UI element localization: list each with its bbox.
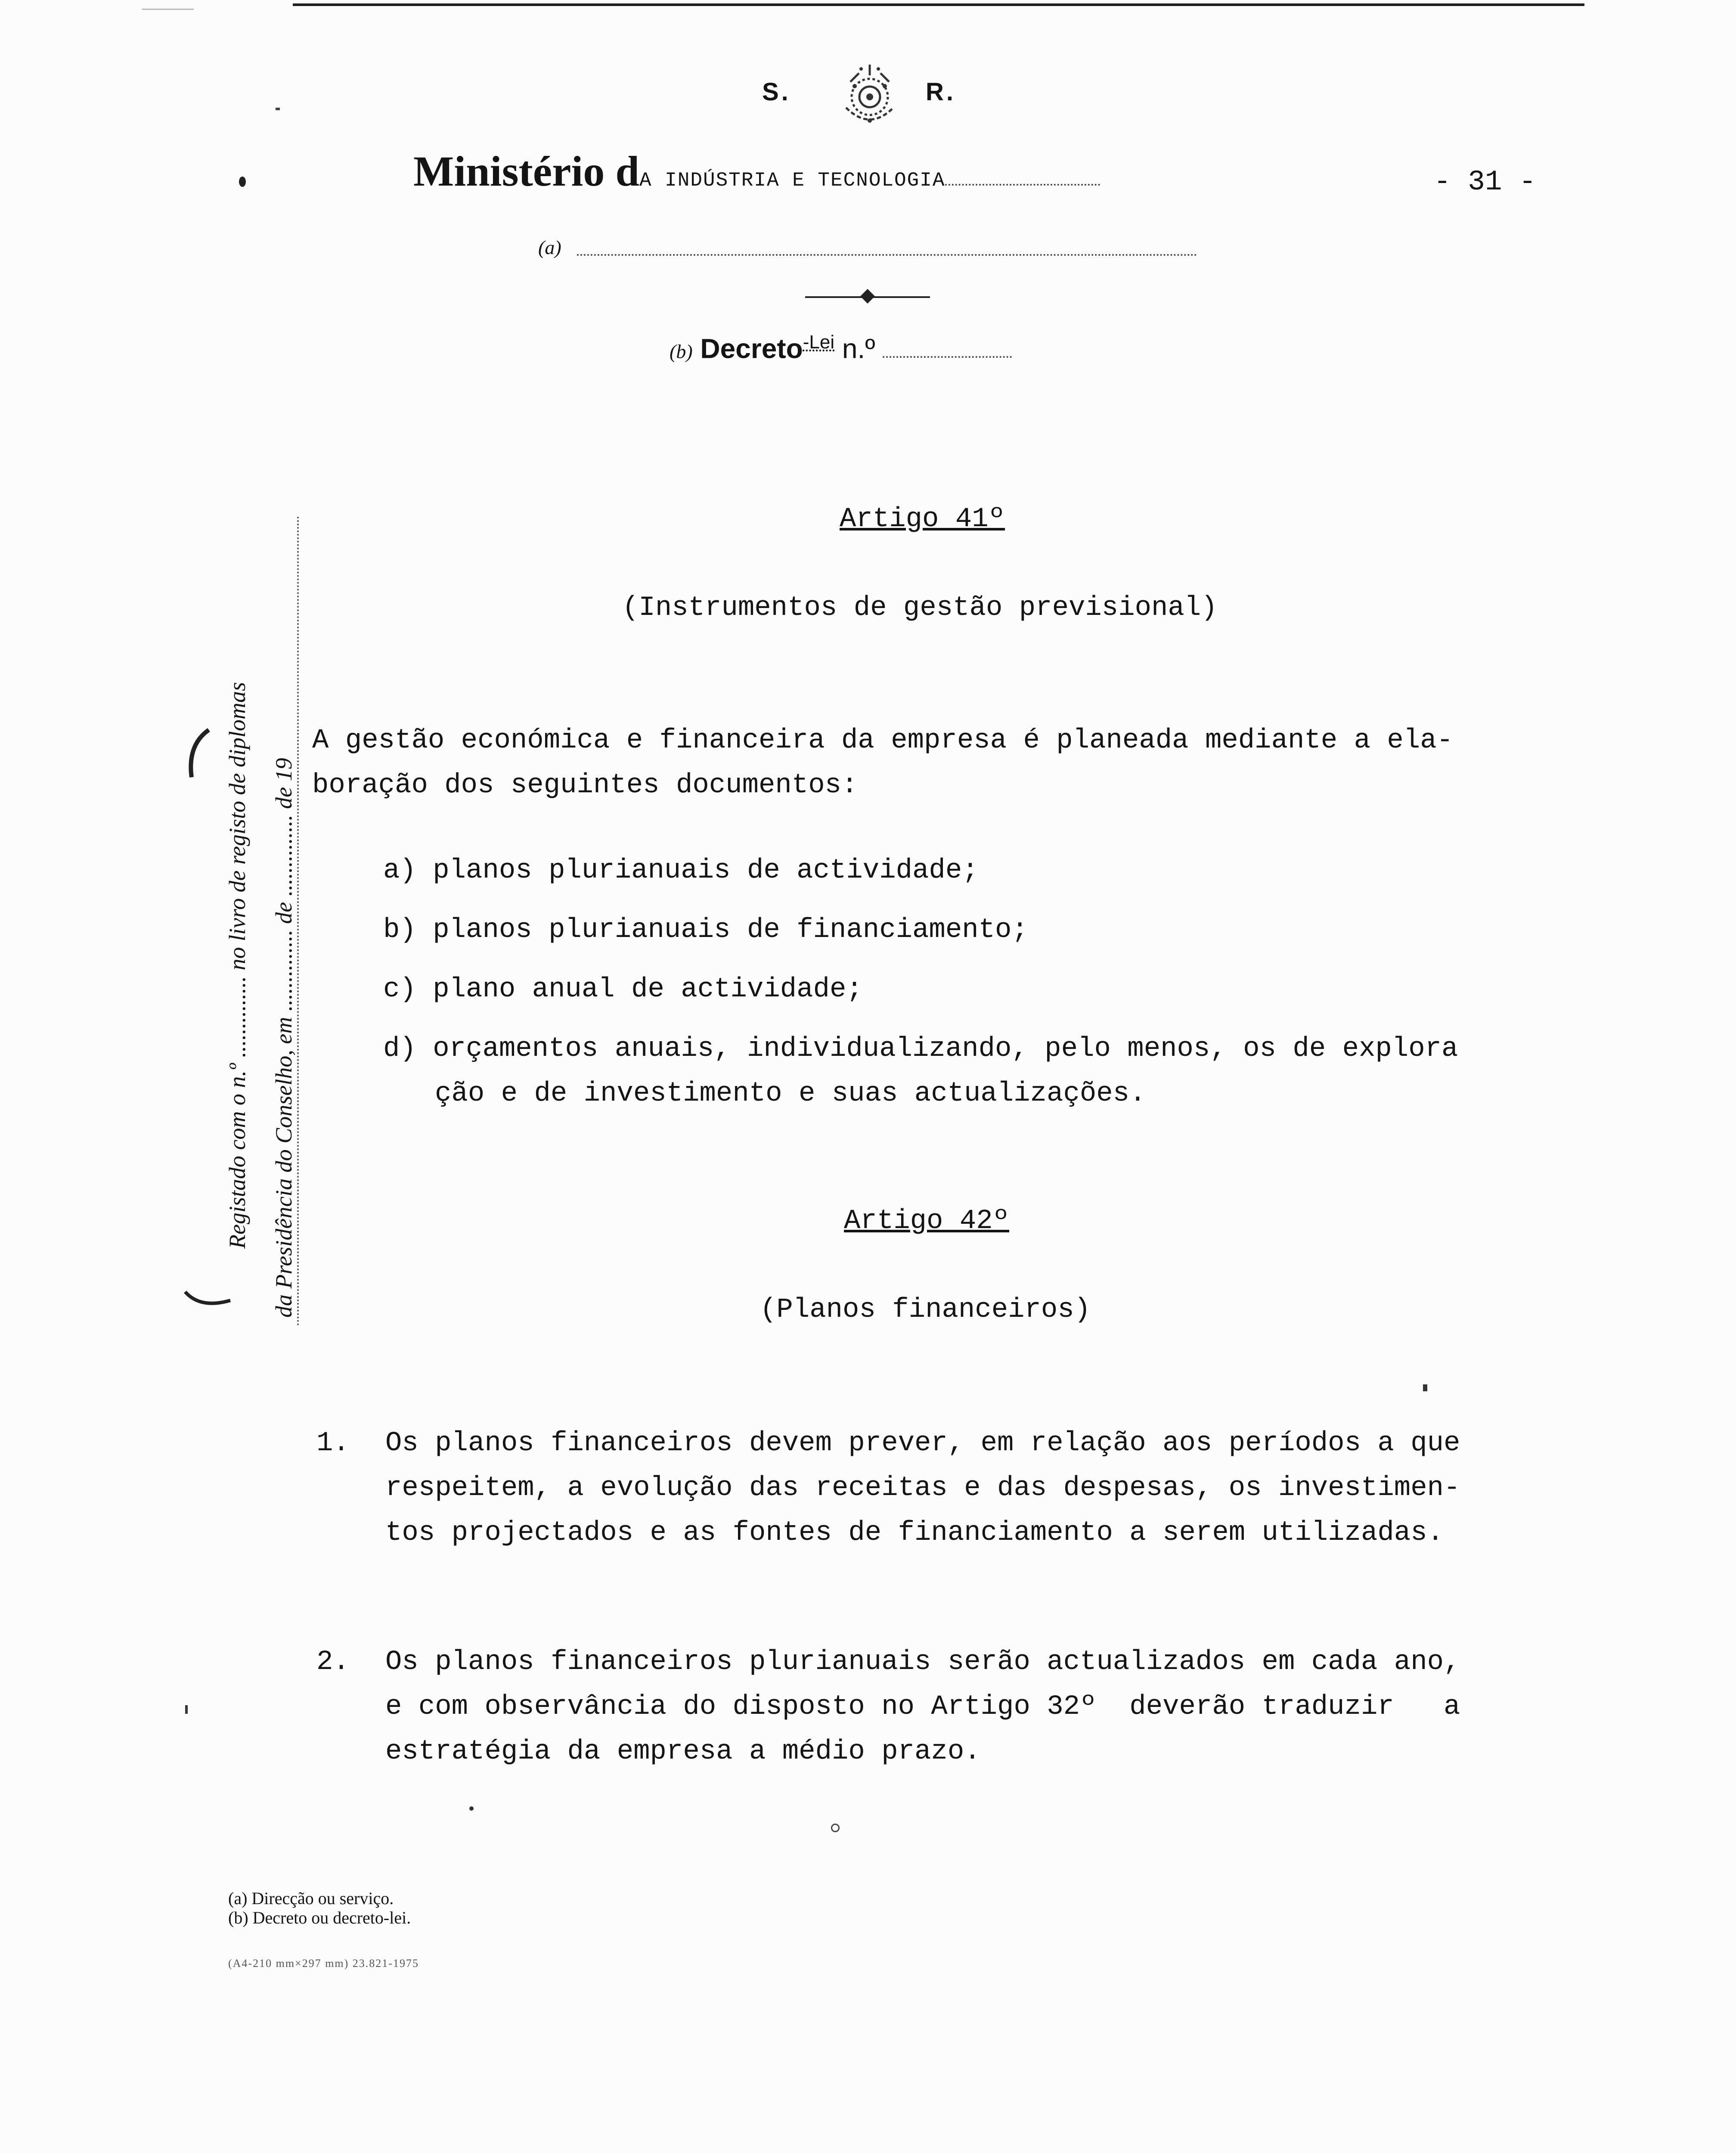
top-rule — [293, 3, 1584, 6]
margin-bracket-bottom-icon — [183, 1287, 235, 1313]
republic-emblem-icon — [829, 56, 911, 138]
article-42-p1-line-3: tos projectados e as fontes de financiamento a serem utilizadas. — [385, 1517, 1444, 1548]
scan-speck — [185, 1705, 188, 1714]
article-41-item-a: a) planos plurianuais de actividade; — [383, 855, 979, 886]
page-number: - 31 - — [1434, 166, 1536, 198]
ministry-dotted-fill — [945, 184, 1100, 186]
article-42-title: Artigo 42º — [844, 1206, 1010, 1237]
decree-superscript: -Lei — [803, 332, 835, 353]
article-41-intro-line-2: boração dos seguintes documentos: — [312, 770, 858, 801]
article-41-subtitle: (Instrumentos de gestão previsional) — [622, 593, 1218, 624]
article-41-title: Artigo 41º — [840, 504, 1005, 535]
decree-line — [670, 332, 1012, 364]
ministry-heading — [413, 146, 1100, 196]
article-42-p1-number: 1. — [316, 1428, 350, 1459]
ministry-prefix: Ministério d — [413, 147, 639, 195]
article-41-item-c: c) plano anual de actividade; — [383, 974, 863, 1005]
ornament-diamond-icon — [860, 289, 875, 304]
print-code: (A4-210 mm×297 mm) 23.821-1975 — [228, 1957, 419, 1970]
margin-registry-line-1: Registado com o n.º .............. no livro de registo de diplomas — [224, 682, 250, 1249]
ministry-name: A INDÚSTRIA E TECNOLOGIA — [639, 169, 946, 192]
article-42-p2-line-1: Os planos financeiros plurianuais serão actualizados em cada ano, — [385, 1647, 1460, 1678]
decree-label-b: (b) — [670, 340, 693, 363]
article-42-p1-line-1: Os planos financeiros devem prever, em relação aos períodos a que — [385, 1428, 1460, 1459]
scan-speck — [276, 108, 280, 110]
decree-text: Decreto — [700, 333, 803, 364]
scan-speck — [1423, 1384, 1427, 1391]
field-a-line — [577, 254, 1197, 256]
article-42-subtitle: (Planos financeiros) — [760, 1294, 1091, 1325]
article-41-item-b: b) planos plurianuais de financiamento; — [383, 915, 1028, 946]
footnote-b: (b) Decreto ou decreto-lei. — [228, 1908, 411, 1927]
article-41-item-d: d) orçamentos anuais, individualizando, pelo menos, os de explora — [383, 1033, 1458, 1064]
sr-left: S. — [762, 78, 791, 106]
article-42-p2-number: 2. — [316, 1647, 350, 1678]
decree-number-label: n.º — [842, 333, 875, 364]
article-42-p2-line-2: e com observância do disposto no Artigo 32º deverão traduzir a — [385, 1691, 1460, 1722]
article-41-intro-line-1: A gestão económica e financeira da empresa é planeada mediante a ela- — [312, 725, 1454, 756]
footnote-a: (a) Direcção ou serviço. — [228, 1889, 394, 1908]
sr-right: R. — [926, 78, 956, 106]
scan-speck — [469, 1806, 474, 1811]
article-41-item-d-cont: ção e de investimento e suas actualizações. — [435, 1078, 1146, 1109]
margin-dotted-rule — [297, 517, 299, 1326]
margin-bracket-top-icon — [183, 728, 217, 779]
margin-registry-line-2: da Presidência do Conselho, em .............. de .............. de 19 — [271, 758, 297, 1318]
article-42-p2-line-3: estratégia da empresa a médio prazo. — [385, 1736, 981, 1767]
decree-number-line — [883, 356, 1012, 358]
top-rule-short — [142, 9, 194, 10]
scan-speck — [831, 1824, 840, 1832]
scan-speck — [239, 177, 246, 187]
article-42-p1-line-2: respeitem, a evolução das receitas e das despesas, os investimen- — [385, 1473, 1460, 1504]
field-a-label: (a) — [538, 236, 561, 258]
